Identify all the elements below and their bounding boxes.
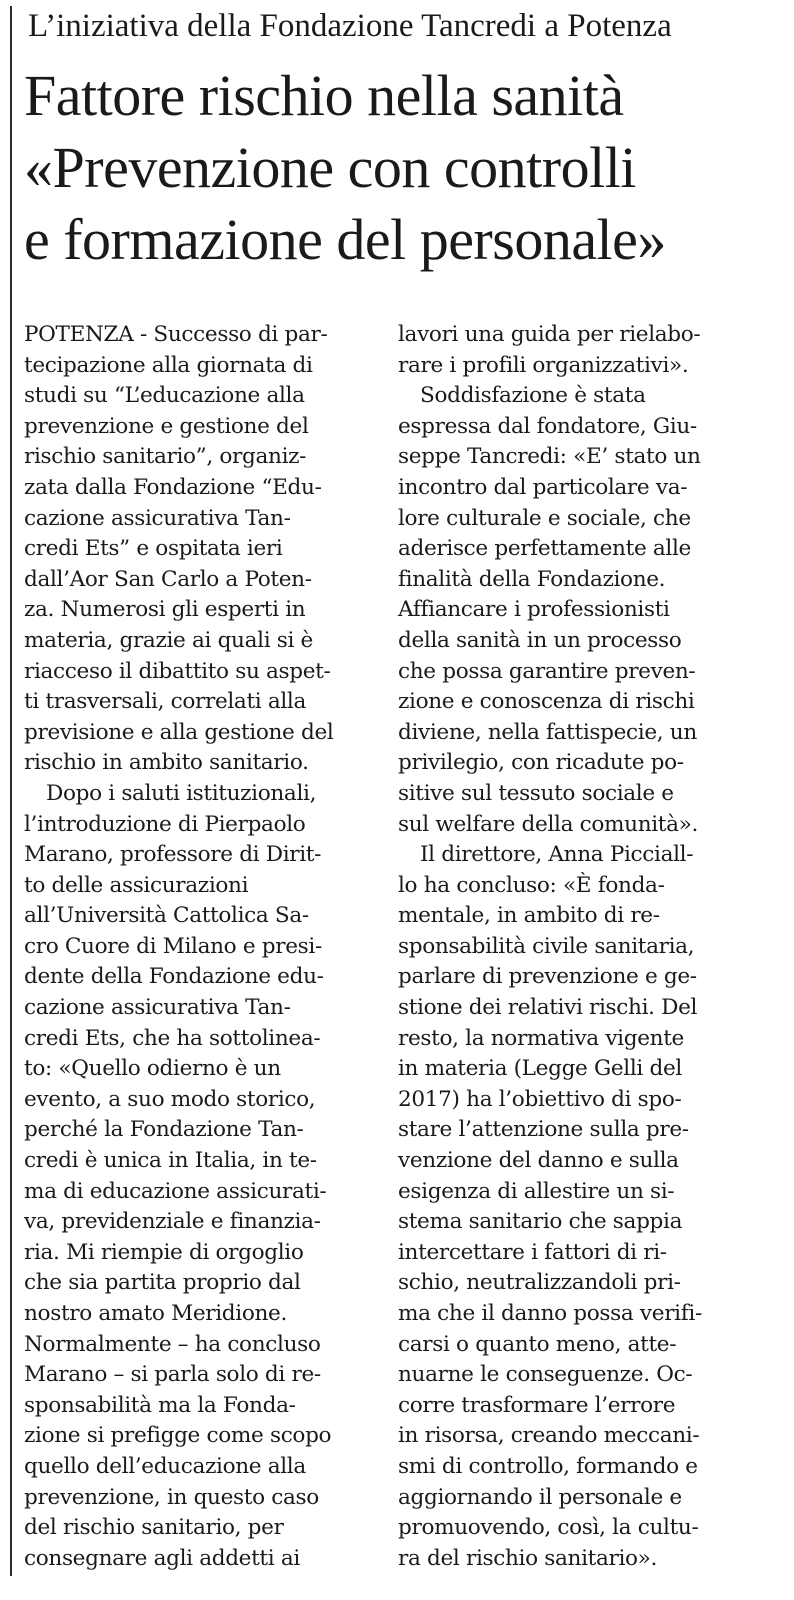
text-line: zione si prefigge come scopo — [24, 1423, 332, 1449]
text-line: esigenza di allestire un si- — [398, 1178, 675, 1204]
text-line: rischio sanitario”, organiz- — [24, 444, 307, 470]
text-line: sitive sul tessuto sociale e — [398, 780, 674, 806]
text-line: credi è unica in Italia, in te- — [24, 1148, 317, 1174]
text-line: stare l’attenzione sulla pre- — [398, 1117, 689, 1143]
text-line: ma che il danno possa verifi- — [398, 1301, 702, 1326]
text-line: perché la Fondazione Tan- — [24, 1117, 304, 1143]
article-headline — [24, 60, 790, 276]
text-line: diviene, nella fattispecie, un — [398, 719, 697, 745]
text-line: ra del rischio sanitario». — [398, 1545, 658, 1571]
text-line: riacceso il dibattito su aspet- — [24, 658, 331, 684]
text-line: parlare di prevenzione e ge- — [398, 964, 697, 990]
text-line: mentale, in ambito di re- — [398, 903, 660, 929]
text-line: Il direttore, Anna Picciall- — [420, 842, 694, 868]
text-line: ria. Mi riempie di orgoglio — [24, 1239, 304, 1265]
text-line: carsi o quanto meno, atte- — [398, 1331, 677, 1357]
text-line: che possa garantire preven- — [398, 658, 696, 684]
text-line: zione e conoscenza di rischi — [398, 689, 695, 715]
text-line: 2017) ha l’obiettivo di spo- — [398, 1086, 682, 1112]
text-line: previsione e alla gestione del — [24, 719, 334, 745]
text-line: studi su “L’educazione alla — [24, 383, 305, 409]
text-line: cazione assicurativa Tan- — [24, 995, 291, 1021]
text-line: venzione del danno e sulla — [398, 1148, 679, 1174]
text-line: rischio in ambito sanitario. — [24, 750, 309, 776]
text-line: prevenzione e gestione del — [24, 413, 309, 439]
text-line: Soddisfazione è stata — [420, 383, 646, 409]
article-kicker: L’iniziativa della Fondazione Tancredi a Potenza — [28, 8, 672, 44]
text-line: nostro amato Meridione. — [24, 1301, 287, 1326]
text-line: incontro dal particolare va- — [398, 474, 688, 500]
text-line: schio, neutralizzandoli pri- — [398, 1270, 681, 1296]
text-line: corre trasformare l’errore — [398, 1392, 676, 1418]
text-line: stema sanitario che sappia — [398, 1209, 683, 1235]
text-line: cro Cuore di Milano e presi- — [24, 933, 322, 959]
text-line: dall’Aor San Carlo a Poten- — [24, 566, 312, 592]
column-rule — [10, 6, 12, 1576]
text-line: sponsabilità civile sanitaria, — [398, 933, 695, 959]
text-line: Affiancare i professionisti — [398, 597, 670, 623]
text-line: resto, la normativa vigente — [398, 1025, 684, 1051]
text-line: intercettare i fattori di ri- — [398, 1239, 667, 1265]
text-line: sponsabilità ma la Fonda- — [24, 1392, 296, 1418]
text-line: Marano, professore di Dirit- — [24, 842, 322, 868]
paragraph — [398, 381, 750, 840]
text-line: espressa dal fondatore, Giu- — [398, 413, 697, 439]
text-line: del rischio sanitario, per — [24, 1515, 284, 1541]
headline-line: Fattore rischio nella sanità — [24, 63, 624, 128]
text-line: to: «Quello odierno è un — [24, 1056, 281, 1082]
paragraph — [398, 840, 750, 1574]
text-line: to delle assicurazioni — [24, 872, 249, 898]
text-line: sul welfare della comunità». — [398, 811, 699, 837]
text-line: Marano – si parla solo di re- — [24, 1362, 321, 1388]
text-line: lore culturale e sociale, che — [398, 505, 691, 531]
text-line: cazione assicurativa Tan- — [24, 505, 291, 531]
text-line: smi di controllo, formando e — [398, 1453, 698, 1479]
text-line: materia, grazie ai quali si è — [24, 627, 313, 653]
text-line: privilegio, con ricadute po- — [398, 750, 684, 776]
text-line: finalità della Fondazione. — [398, 566, 666, 592]
text-line: consegnare agli addetti ai — [24, 1545, 300, 1571]
text-line: stione dei relativi rischi. Del — [398, 995, 698, 1021]
text-line: in materia (Legge Gelli del — [398, 1056, 682, 1082]
text-line: aderisce perfettamente alle — [398, 536, 691, 562]
article-column-right — [398, 320, 750, 1574]
text-line: credi Ets” e ospitata ieri — [24, 536, 283, 562]
text-line: prevenzione, in questo caso — [24, 1484, 319, 1510]
text-line: ti trasversali, correlati alla — [24, 689, 307, 715]
text-line: promuovendo, così, la cultu- — [398, 1515, 699, 1541]
text-line: Normalmente – ha concluso — [24, 1331, 321, 1357]
text-line: l’introduzione di Pierpaolo — [24, 811, 306, 837]
text-line: Dopo i saluti istituzionali, — [46, 780, 317, 806]
text-line: credi Ets, che ha sottolinea- — [24, 1025, 321, 1051]
text-line: dente della Fondazione edu- — [24, 964, 324, 990]
paragraph — [24, 320, 376, 779]
text-line: za. Numerosi gli esperti in — [24, 597, 306, 623]
text-line: della sanità in un processo — [398, 627, 682, 653]
text-line: seppe Tancredi: «E’ stato un — [398, 444, 701, 470]
text-line: che sia partita proprio dal — [24, 1270, 301, 1296]
text-line: zata dalla Fondazione “Edu- — [24, 474, 322, 500]
headline-line: «Prevenzione con controlli — [24, 135, 636, 200]
text-line: quello dell’educazione alla — [24, 1453, 306, 1479]
paragraph — [398, 320, 750, 381]
text-line: tecipazione alla giornata di — [24, 352, 313, 378]
text-line: aggiornando il personale e — [398, 1484, 682, 1510]
text-line: rare i profili organizzativi». — [398, 352, 689, 378]
text-line: POTENZA - Successo di par- — [24, 322, 328, 347]
headline-line: e formazione del personale» — [24, 207, 666, 272]
text-line: va, previdenziale e finanzia- — [24, 1209, 321, 1235]
text-line: in risorsa, creando meccani- — [398, 1423, 700, 1449]
text-line: ma di educazione assicurati- — [24, 1178, 327, 1204]
text-line: nuarne le conseguenze. Oc- — [398, 1362, 693, 1388]
text-line: lo ha concluso: «È fonda- — [398, 872, 665, 898]
text-line: lavori una guida per rielabo- — [398, 322, 701, 347]
text-line: all’Università Cattolica Sa- — [24, 903, 309, 929]
paragraph — [24, 779, 376, 1574]
text-line: evento, a suo modo storico, — [24, 1086, 316, 1112]
article-column-left — [24, 320, 376, 1574]
